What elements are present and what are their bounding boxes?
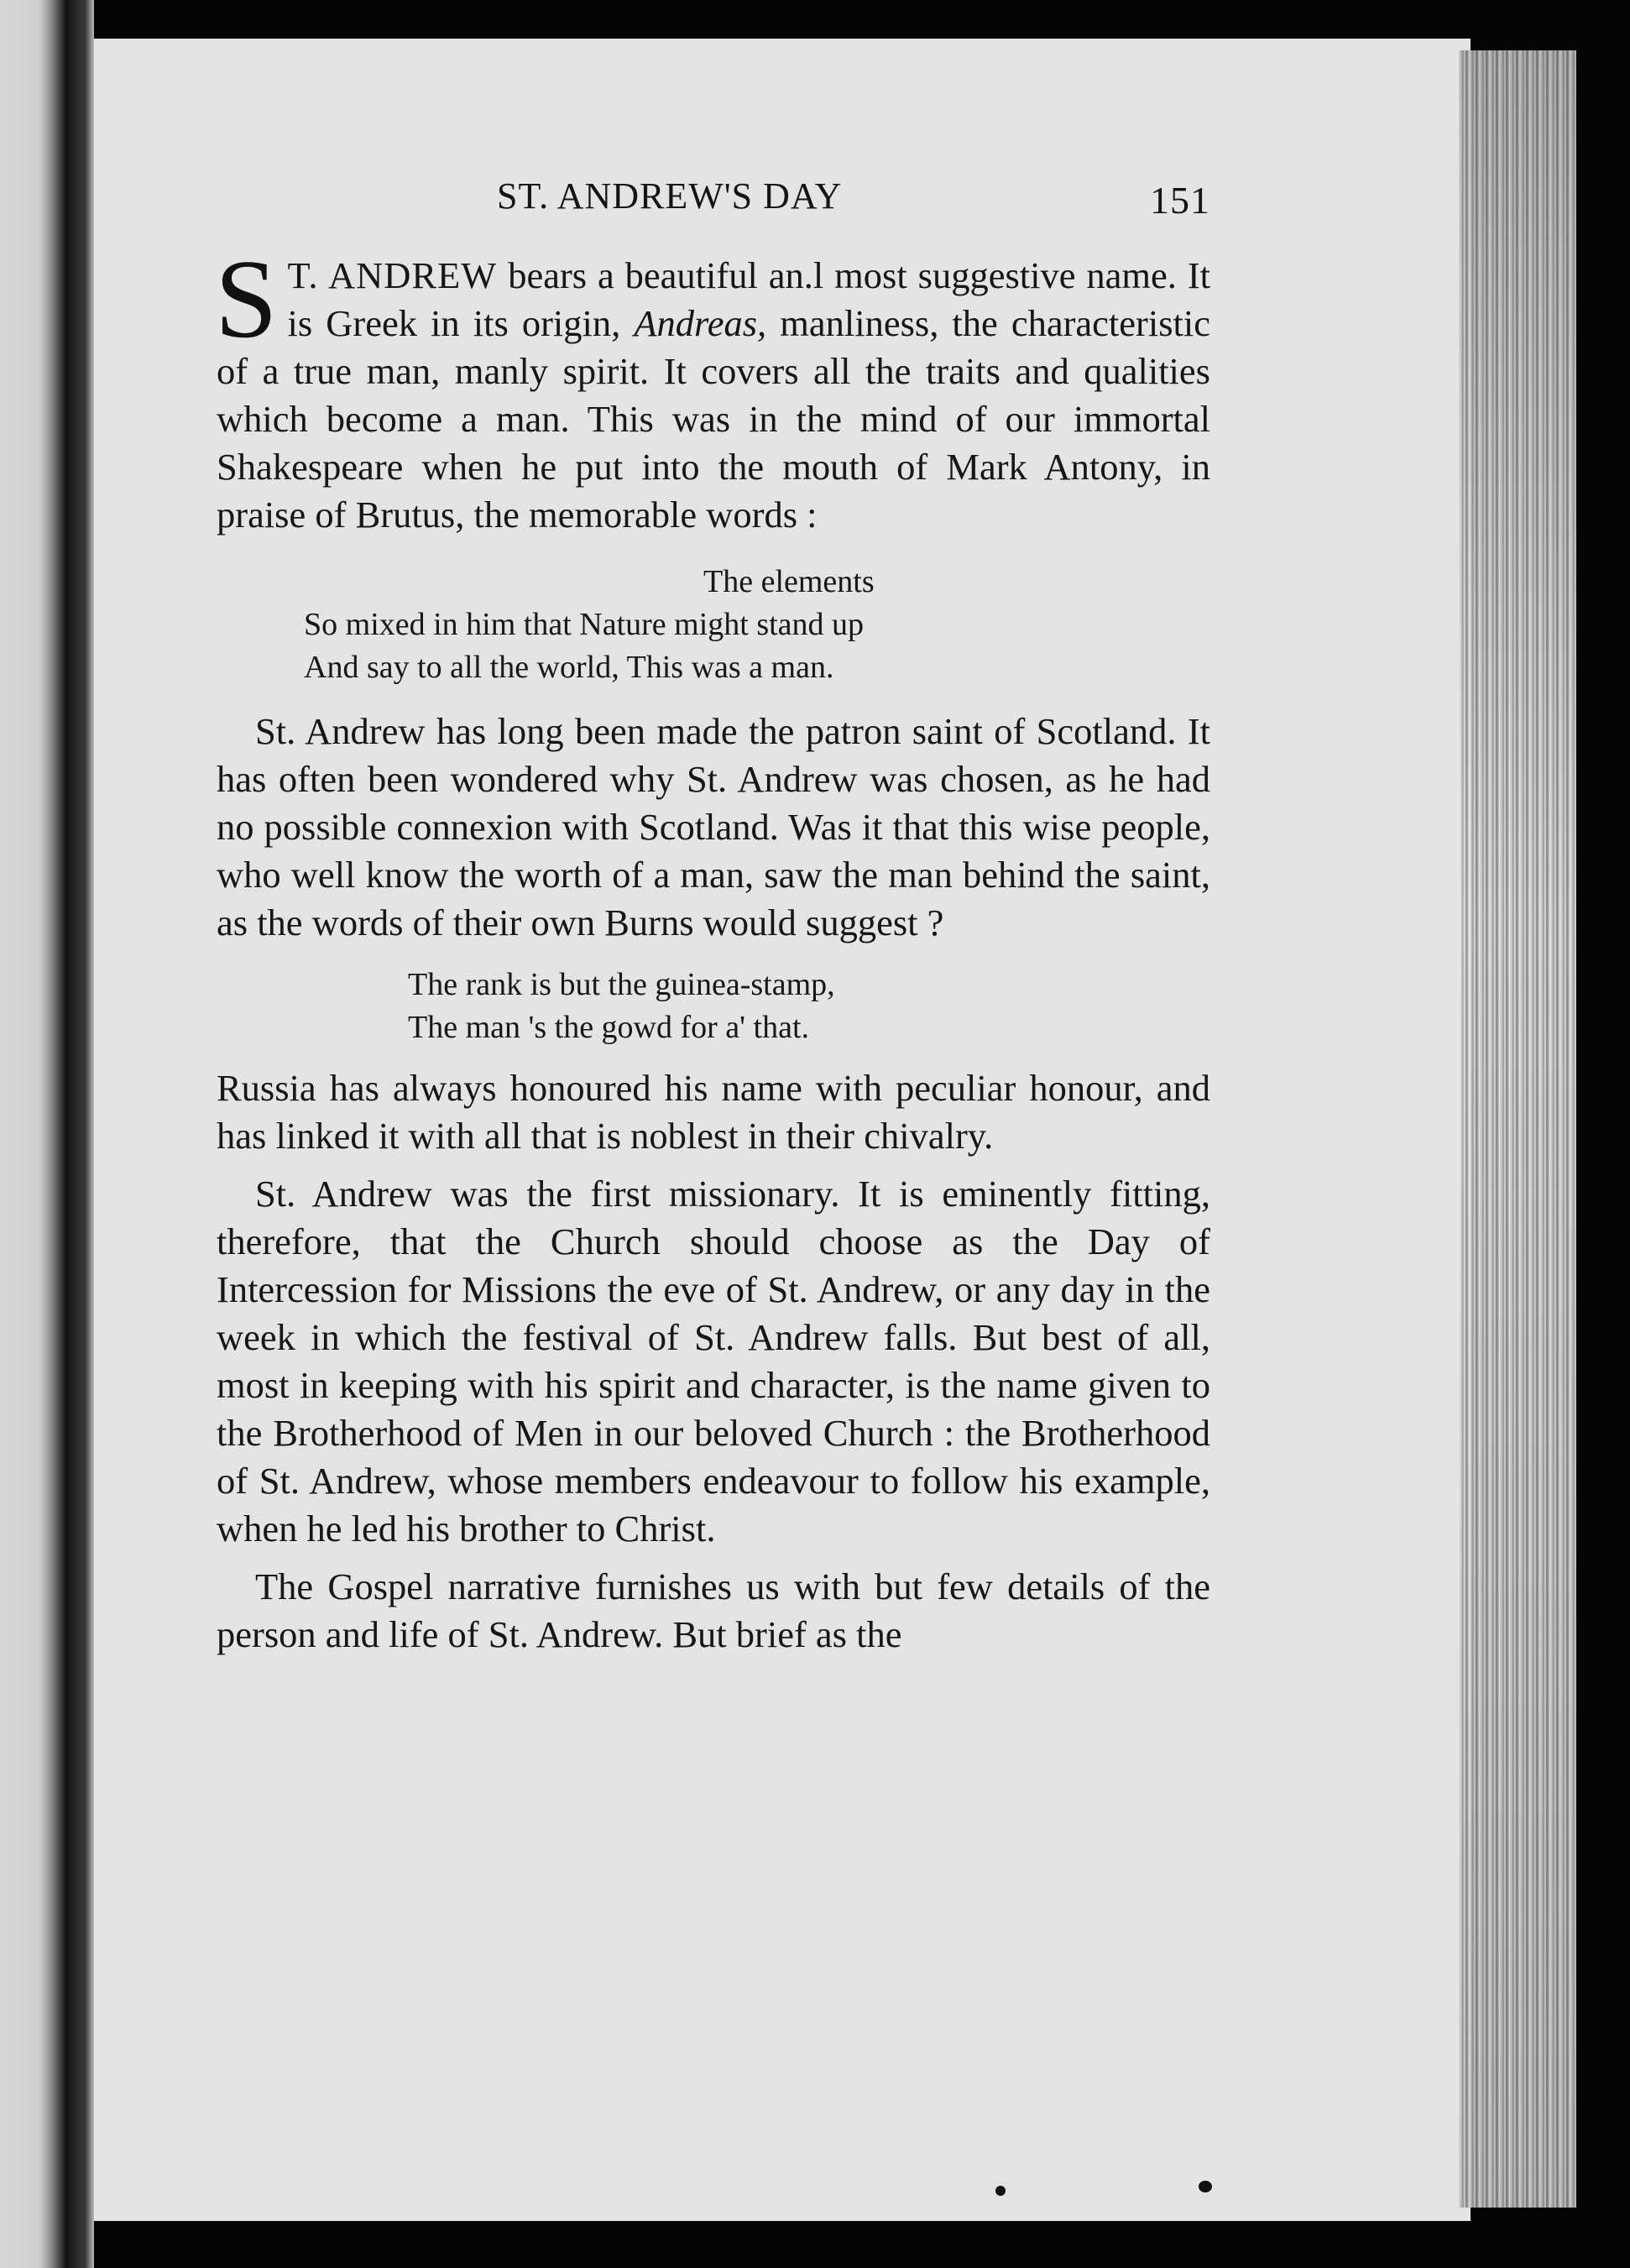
book-gutter xyxy=(65,0,94,2268)
paragraph: Russia has always honoured his name with peculiar honour, and has linked it with all that is noblest in their chivalry. xyxy=(217,1067,1210,1157)
verse-line: The rank is but the guinea-stamp, xyxy=(408,967,835,1002)
page-number: 151 xyxy=(1150,179,1210,222)
verse-line: The elements xyxy=(703,564,875,599)
paragraph-opening xyxy=(215,237,1211,539)
facing-page-edge xyxy=(0,0,65,2268)
verse-line: The man 's the gowd for a' that. xyxy=(408,1010,810,1045)
body-text xyxy=(215,237,1211,1659)
paragraph: St. Andrew was the first missionary. It is eminently fitting, therefore, that the Church should choose as the Day of Intercession for Missions the eve of St. Andrew, or any day in the week in which the festival of St. Andrew falls. But best of all, most in keeping with his spirit and character, is the name given to the Brotherhood of Men in our beloved Church : the Brotherhood of St. Andrew, whose members endeavour to follow his example, when he led his brother to Christ. xyxy=(217,1173,1210,1549)
paragraph: The Gospel narrative furnishes us with but few details of the person and life of St. Andrew. But brief as the xyxy=(217,1565,1210,1655)
italic-word: Andreas, xyxy=(634,302,767,344)
running-head xyxy=(217,168,1210,227)
paragraph-text: manliness, the characteristic of a true man, manly spirit. It covers all the traits and qualities which become a man. This was in the mind of our immortal Shakespeare when he put into the mouth of Mark Antony, in praise of Brutus, the memorable words : xyxy=(217,302,1211,536)
drop-cap: S xyxy=(215,237,278,361)
opening-words: T. ANDREW xyxy=(287,254,498,296)
verse-quotation-shakespeare xyxy=(217,561,1210,689)
verse-quotation-burns xyxy=(217,964,1210,1049)
verse-line: And say to all the world, This was a man. xyxy=(304,650,834,685)
paragraph-text: bears a beautiful an.l most suggestive name. It is Greek in its origin, xyxy=(287,254,1211,344)
fore-edge-shading xyxy=(1459,50,1576,2208)
ink-speck xyxy=(995,2186,1006,2196)
running-title: ST. ANDREW'S DAY xyxy=(497,175,843,217)
paragraph: St. Andrew has long been made the patron saint of Scotland. It has often been wondered why St. Andrew was chosen, as he had no possible connexion with Scotland. Was it that this wise people, who well know the worth of a man, saw the man behind the saint, as the words of their own Burns would suggest ? xyxy=(217,710,1210,943)
ink-speck xyxy=(1199,2181,1212,2192)
verse-line: So mixed in him that Nature might stand up xyxy=(304,607,865,642)
